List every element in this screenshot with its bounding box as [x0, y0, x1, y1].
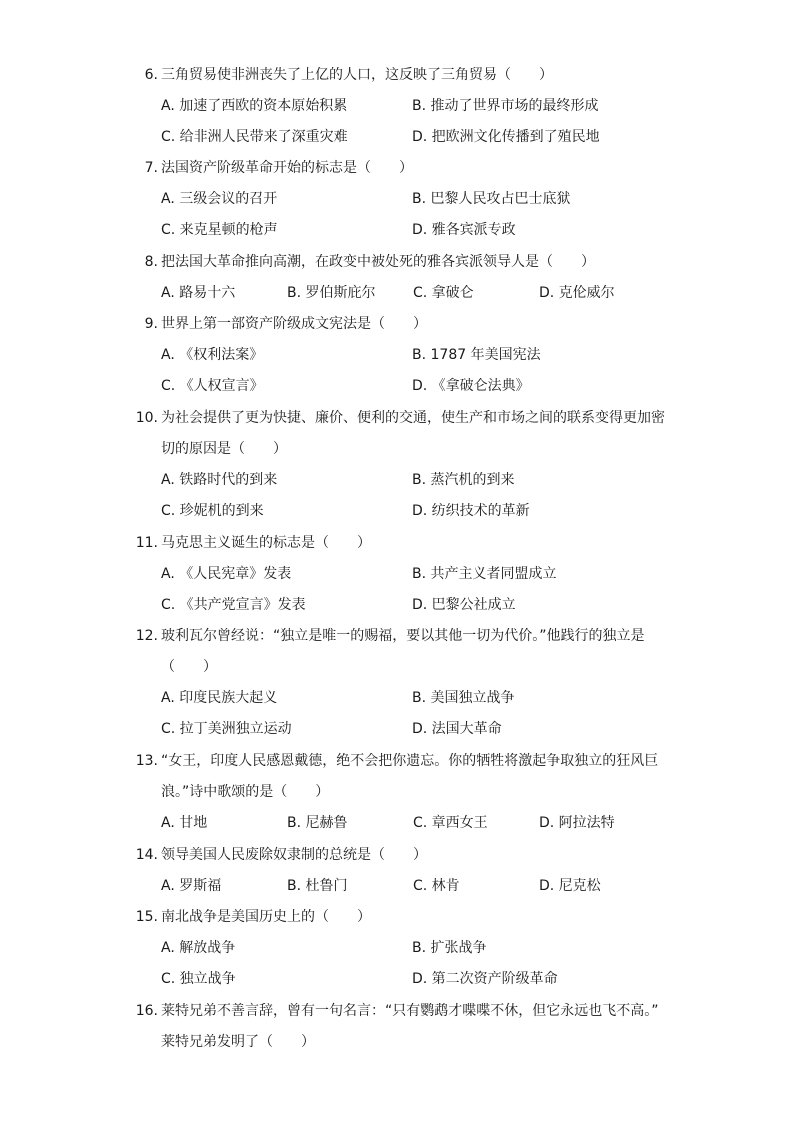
- question-stem-continued: （ ）: [161, 659, 217, 675]
- question-8: [132, 247, 672, 309]
- option-a[interactable]: A. 三级会议的召开: [161, 191, 278, 207]
- option-c[interactable]: C. 珍妮机的到来: [161, 503, 264, 519]
- question-stem: 马克思主义诞生的标志是（ ）: [161, 535, 371, 551]
- option-b[interactable]: B. 罗伯斯庇尔: [287, 285, 376, 301]
- question-7: [132, 153, 672, 246]
- option-d[interactable]: D. 纺织技术的革新: [412, 503, 530, 519]
- question-stem: 领导美国人民废除奴隶制的总统是（ ）: [161, 847, 427, 863]
- question-10: [132, 403, 672, 527]
- option-b[interactable]: B. 1787 年美国宪法: [412, 347, 541, 363]
- question-number: 6.: [144, 67, 158, 83]
- options-row: [132, 714, 672, 745]
- option-b[interactable]: B. 巴黎人民攻占巴士底狱: [412, 191, 571, 207]
- options-row: [132, 933, 672, 964]
- question-stem: 法国资产阶级革命开始的标志是（ ）: [161, 160, 413, 176]
- question-number: 11.: [135, 535, 158, 551]
- option-b[interactable]: B. 尼赫鲁: [287, 815, 348, 831]
- question-number: 9.: [144, 316, 158, 332]
- question-15: [132, 902, 672, 995]
- question-number: 8.: [144, 254, 158, 270]
- question-stem: 世界上第一部资产阶级成文宪法是（ ）: [161, 316, 427, 332]
- option-c[interactable]: C. 《人权宣言》: [161, 378, 264, 394]
- option-a[interactable]: A. 印度民族大起义: [161, 690, 278, 706]
- question-6: [132, 60, 672, 153]
- options-row: [132, 184, 672, 215]
- option-c[interactable]: C. 给非洲人民带来了深重灾难: [161, 129, 348, 145]
- options-row: [132, 215, 672, 246]
- option-a[interactable]: A. 《人民宪章》发表: [161, 566, 292, 582]
- question-14: [132, 840, 672, 902]
- option-d[interactable]: D. 法国大革命: [412, 721, 502, 737]
- options-row: [132, 559, 672, 590]
- question-stem: 莱特兄弟不善言辞，曾有一句名言：“只有鹦鹉才喋喋不休，但它永远也飞不高。”: [161, 1003, 659, 1019]
- option-b[interactable]: B. 扩张战争: [412, 940, 487, 956]
- question-number: 14.: [135, 847, 158, 863]
- question-number: 12.: [135, 628, 158, 644]
- options-row: [132, 465, 672, 496]
- option-a[interactable]: A. 铁路时代的到来: [161, 472, 278, 488]
- question-12: [132, 621, 672, 745]
- question-stem: 为社会提供了更为快捷、廉价、便利的交通，使生产和市场之间的联系变得更加密: [161, 410, 665, 426]
- option-c[interactable]: C. 来克星顿的枪声: [161, 222, 278, 238]
- question-number: 7.: [144, 160, 158, 176]
- option-c[interactable]: C. 独立战争: [161, 971, 236, 987]
- question-13: [132, 746, 672, 839]
- option-d[interactable]: D. 《拿破仑法典》: [412, 378, 530, 394]
- question-stem: 把法国大革命推向高潮，在政变中被处死的雅各宾派领导人是（ ）: [161, 254, 595, 270]
- question-stem: 玻利瓦尔曾经说：“独立是唯一的赐福，要以其他一切为代价。”他践行的独立是: [161, 628, 645, 644]
- option-a[interactable]: A. 解放战争: [161, 940, 236, 956]
- question-stem-continued: 莱特兄弟发明了（ ）: [161, 1034, 315, 1050]
- question-number: 13.: [135, 753, 158, 769]
- option-c[interactable]: C. 章西女王: [413, 815, 488, 831]
- option-d[interactable]: D. 第二次资产阶级革命: [412, 971, 558, 987]
- options-row: [132, 496, 672, 527]
- option-c[interactable]: C. 拿破仑: [413, 285, 474, 301]
- question-stem: 南北战争是美国历史上的（ ）: [161, 909, 371, 925]
- option-b[interactable]: B. 杜鲁门: [287, 878, 348, 894]
- option-c[interactable]: C. 拉丁美洲独立运动: [161, 721, 292, 737]
- option-a[interactable]: A. 甘地: [161, 815, 208, 831]
- option-d[interactable]: D. 克伦威尔: [539, 285, 615, 301]
- option-d[interactable]: D. 雅各宾派专政: [412, 222, 516, 238]
- question-number: 10.: [135, 410, 158, 426]
- question-16: [132, 996, 692, 1058]
- option-a[interactable]: A. 加速了西欧的资本原始积累: [161, 98, 348, 114]
- options-row: [132, 278, 672, 309]
- options-row: [132, 808, 672, 839]
- question-11: [132, 528, 672, 621]
- question-stem-continued: 切的原因是（ ）: [161, 441, 287, 457]
- options-row: [132, 91, 672, 122]
- options-row: [132, 122, 672, 153]
- question-stem-continued: 浪。”诗中歌颂的是（ ）: [161, 784, 330, 800]
- options-row: [132, 371, 672, 402]
- options-row: [132, 590, 672, 621]
- option-c[interactable]: C. 林肯: [413, 878, 460, 894]
- option-a[interactable]: A. 路易十六: [161, 285, 236, 301]
- option-b[interactable]: B. 共产主义者同盟成立: [412, 566, 557, 582]
- option-a[interactable]: A. 罗斯福: [161, 878, 222, 894]
- option-d[interactable]: D. 尼克松: [539, 878, 601, 894]
- option-a[interactable]: A. 《权利法案》: [161, 347, 264, 363]
- question-number: 15.: [135, 909, 158, 925]
- question-stem: “女王，印度人民感恩戴德，绝不会把你遗忘。你的牺牲将激起争取独立的狂风巨: [161, 753, 659, 769]
- options-row: [132, 964, 672, 995]
- option-d[interactable]: D. 巴黎公社成立: [412, 597, 516, 613]
- options-row: [132, 683, 672, 714]
- question-stem: 三角贸易使非洲丧失了上亿的人口，这反映了三角贸易（ ）: [161, 67, 553, 83]
- option-d[interactable]: D. 阿拉法特: [539, 815, 615, 831]
- options-row: [132, 340, 672, 371]
- option-b[interactable]: B. 推动了世界市场的最终形成: [412, 98, 599, 114]
- question-9: [132, 309, 672, 402]
- option-c[interactable]: C. 《共产党宣言》发表: [161, 597, 306, 613]
- options-row: [132, 871, 672, 902]
- question-number: 16.: [135, 1003, 158, 1019]
- option-b[interactable]: B. 蒸汽机的到来: [412, 472, 515, 488]
- option-d[interactable]: D. 把欧洲文化传播到了殖民地: [412, 129, 600, 145]
- option-b[interactable]: B. 美国独立战争: [412, 690, 515, 706]
